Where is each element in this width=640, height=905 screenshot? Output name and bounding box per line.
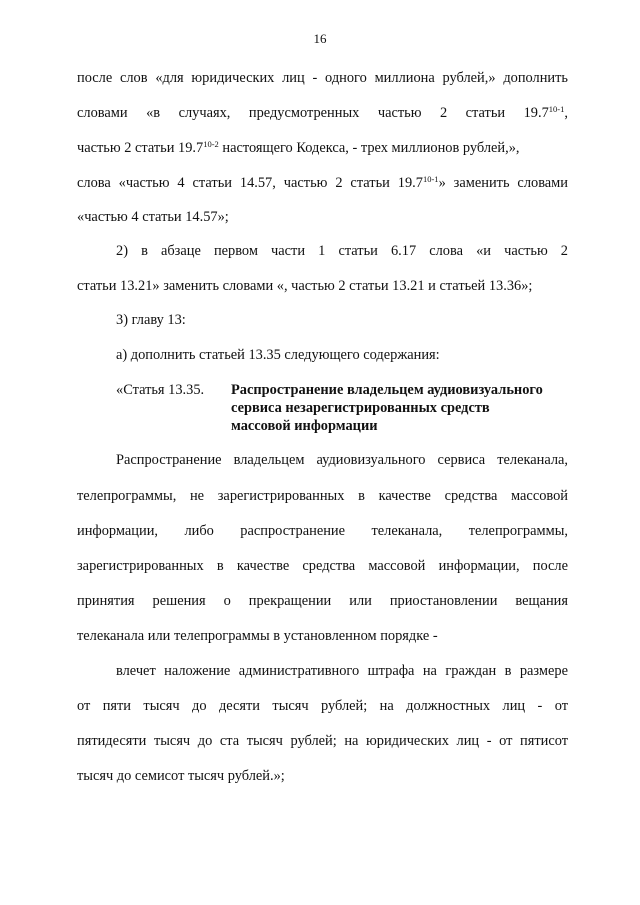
text-line: [77, 104, 568, 122]
article-number: «Статья 13.35.: [116, 382, 205, 398]
page-number: 16: [313, 31, 327, 46]
text-line: тысяч до семисот тысяч рублей.»;: [77, 768, 285, 784]
text-fragment: слова «частью 4 статьи 14.57, частью 2 статьи 19.7: [77, 175, 423, 191]
text-line: после слов «для юридических лиц - одного миллиона рублей,» дополнить: [77, 70, 568, 86]
text-line: 2) в абзаце первом части 1 статьи 6.17 слова «и частью 2: [116, 243, 568, 259]
superscript: 10-1: [548, 104, 565, 114]
article-title: [231, 381, 571, 435]
superscript: 10-1: [422, 174, 439, 184]
text-line: телепрограммы, не зарегистрированных в качестве средства массовой: [77, 488, 568, 504]
text-fragment: » заменить словами: [438, 175, 568, 191]
article-title-line: Распространение владельцем аудиовизуального: [231, 382, 543, 398]
text-fragment: настоящего Кодекса, - трех миллионов рублей,»,: [218, 140, 520, 156]
text-line: телеканала или телепрограммы в установленном порядке -: [77, 628, 438, 644]
text-fragment: ,: [564, 105, 568, 121]
article-title-line: массовой информации: [231, 418, 378, 434]
text-line: 3) главу 13:: [116, 312, 186, 328]
text-line: [77, 174, 568, 192]
text-line: от пяти тысяч до десяти тысяч рублей; на должностных лиц - от: [77, 698, 568, 714]
text-line: [77, 139, 520, 157]
text-line: информации, либо распространение телеканала, телепрограммы,: [77, 523, 568, 539]
text-fragment: частью 2 статьи 19.7: [77, 140, 204, 156]
text-fragment: словами «в случаях, предусмотренных частью 2 статьи 19.7: [77, 105, 549, 121]
text-line: зарегистрированных в качестве средства массовой информации, после: [77, 558, 568, 574]
text-line: пятидесяти тысяч до ста тысяч рублей; на юридических лиц - от пятисот: [77, 733, 568, 749]
text-line: Распространение владельцем аудиовизуального сервиса телеканала,: [116, 452, 568, 468]
text-line: «частью 4 статьи 14.57»;: [77, 209, 229, 225]
text-line: а) дополнить статьей 13.35 следующего содержания:: [116, 347, 440, 363]
text-line: принятия решения о прекращении или приостановлении вещания: [77, 593, 568, 609]
superscript: 10-2: [203, 139, 219, 149]
text-line: статьи 13.21» заменить словами «, частью 2 статьи 13.21 и статьей 13.36»;: [77, 278, 533, 294]
text-line: влечет наложение административного штрафа на граждан в размере: [116, 663, 568, 679]
article-title-line: сервиса незарегистрированных средств: [231, 400, 490, 416]
